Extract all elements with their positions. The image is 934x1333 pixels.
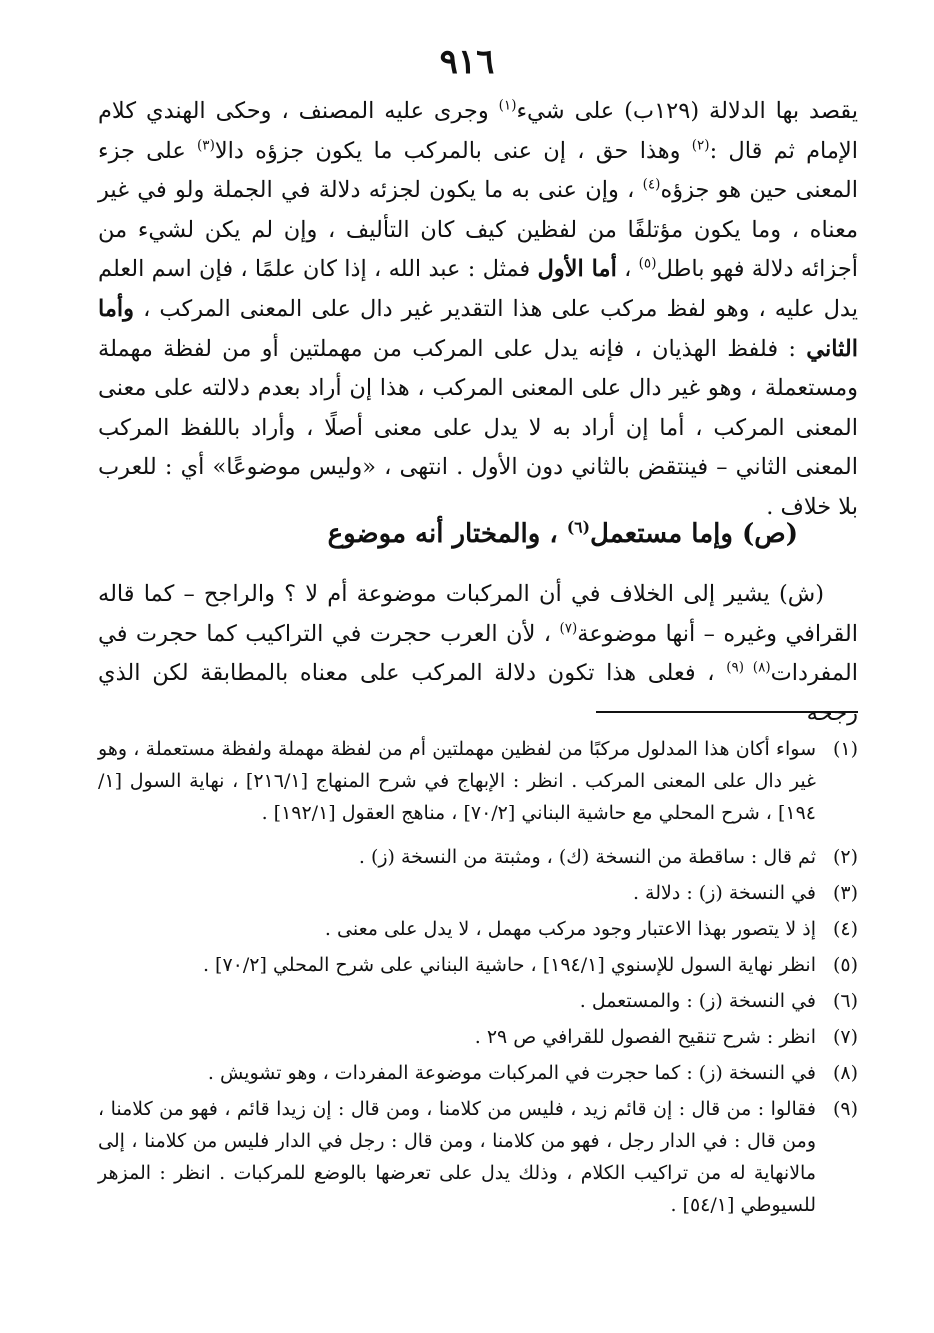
footnote-text: إذ لا يتصور بهذا الاعتبار وجود مركب مهمل ، لا يدل على معنى . xyxy=(324,918,816,940)
footnote-text: فقالوا : من قال : إن قائم زيد ، فليس من كلامنا ، ومن قال : إن زيدا قائم ، فهو من كلامنا ، ومن قال : في الدار رجل ، فهو من كلامنا ، ومن قال : رجل في الدار فليس من كلامنا ، إلى مالانهاية له من تراكيب الكلام ، وذلك يدل على تعرضها بالوضع للمركبات . انظر : المزهر للسيوطي [٥٤/١] . xyxy=(98,1098,816,1216)
footnote-number: (٢) xyxy=(832,846,858,868)
footnote-text: ثم قال : ساقطة من النسخة (ك) ، ومثبتة من النسخة (ز) . xyxy=(358,846,816,868)
text-run: يقصد بها الدلالة (١٢٩ب) على شيء xyxy=(516,98,858,124)
footnote-ref: (٦) xyxy=(566,517,590,537)
text-run: ، لأن العرب حجرت في التراكيب كما حجرت في المفردات xyxy=(98,620,858,686)
footnote-ref: (٣) xyxy=(197,137,215,154)
footnote-ref: (٧) xyxy=(559,620,578,636)
footnote-text: في النسخة (ز) : والمستعمل . xyxy=(579,990,816,1012)
footnote xyxy=(98,949,858,982)
footnote-divider xyxy=(596,711,858,713)
text-run: على جزء المعنى حين هو جزؤه xyxy=(98,137,858,204)
footnote-ref: (٥) xyxy=(638,255,657,272)
footnote-number: (١) xyxy=(832,738,858,760)
footnote-text: سواء أكان هذا المدلول مركبًا من لفظين مهملتين أم من لفظة مهملة ولفظة مستعملة ، وهو غير دال على المعنى المركب . انظر : الإبهاج في شرح المنهاج [٢١٦/١] ، نهاية السول [١/ ١٩٤] ، شرح المحلي مع حاشية البناني [٧٠/٢] ، مناهج العقول [١٩٢/١] . xyxy=(98,738,816,824)
section-heading xyxy=(98,512,798,556)
text-run: وهذا حق ، إن عنى بالمركب ما يكون جزؤه دالا xyxy=(214,137,692,164)
footnote-text: انظر نهاية السول للإسنوي [١٩٤/١] ، حاشية البناني على شرح المحلي [٧٠/٢] . xyxy=(202,954,816,976)
footnote-number: (٨) xyxy=(832,1062,858,1084)
footnote-number: (٤) xyxy=(832,918,858,940)
footnote xyxy=(98,1093,858,1221)
footnote xyxy=(98,841,858,874)
footnote xyxy=(98,1021,858,1054)
footnote-ref: (٨) (٩) xyxy=(726,659,771,676)
heading-text: (ص) وإما مستعمل xyxy=(590,519,798,549)
text-run: ، xyxy=(616,256,639,283)
text-run: ، فعلى هذا تكون دلالة المركب على معناه بالمطابقة لكن الذي رجحه xyxy=(98,660,858,726)
page-number: ٩١٦ xyxy=(439,42,495,82)
footnote-ref: (٢) xyxy=(691,137,710,154)
text-run: وجرى عليه المصنف ، وحكى الهندي كلام الإمام ثم قال : xyxy=(98,98,858,164)
footnote-number: (٥) xyxy=(832,954,858,976)
footnote-number: (٩) xyxy=(832,1098,858,1120)
footnote xyxy=(98,733,858,829)
text-run: ، وإن عنى به ما يكون لجزئه دلالة في الجملة ولو في غير معناه ، وما يكون مؤتلفًا من لفظين كيف كان التأليف ، وإن لم يكن لشيء من أجزائه دلالة فهو باطل xyxy=(98,177,858,283)
footnote xyxy=(98,985,858,1018)
footnote-ref: (١) xyxy=(498,97,517,114)
text-run: : فلفظ الهذيان ، فإنه يدل على المركب من مهملتين أو من لفظة مهملة ومستعملة ، وهو غير دال على المعنى المركب ، هذا إن أراد بعدم دلالته على معنى المعنى المركب ، أما إن أراد به لا يدل على معنى أصلًا ، وأراد باللفظ المركب المعنى الثاني – فينتقض بالثاني دون الأول . انتهى ، «وليس موضوعًا» أي : للعرب بلا خلاف . xyxy=(98,335,858,520)
bold-phrase: وأما الثاني xyxy=(98,295,858,362)
text-run: (ش) يشير إلى الخلاف في أن المركبات موضوعة أم لا ؟ والراجح – كما قاله القرافي وغيره – أنها موضوعة xyxy=(98,581,858,647)
main-text xyxy=(98,92,858,528)
footnote xyxy=(98,1057,858,1090)
heading-text: ، والمختار أنه موضوع xyxy=(327,519,567,549)
commentary-paragraph xyxy=(98,575,858,733)
text-run: فمثل : عبد الله ، إذا كان علمًا ، فإن اسم العلم يدل عليه ، وهو لفظ مركب على هذا التقدير غير دال على المعنى المركب ، xyxy=(98,256,858,322)
main-paragraph xyxy=(98,92,858,528)
footnote-number: (٦) xyxy=(832,990,858,1012)
footnotes xyxy=(98,733,858,1221)
footnote xyxy=(98,877,858,910)
footnote-number: (٣) xyxy=(832,882,858,904)
footnote-text: في النسخة (ز) : كما حجرت في المركبات موضوعة المفردات ، وهو تشويش . xyxy=(207,1062,816,1084)
footnote xyxy=(98,913,858,946)
footnote-ref: (٤) xyxy=(642,176,661,193)
bold-phrase: أما الأول xyxy=(537,256,617,283)
footnote-text: انظر : شرح تنقيح الفصول للقرافي ص ٢٩ . xyxy=(474,1026,816,1048)
commentary-text xyxy=(98,575,858,733)
footnote-number: (٧) xyxy=(832,1026,858,1048)
footnote-text: في النسخة (ز) : دلالة . xyxy=(632,882,816,904)
